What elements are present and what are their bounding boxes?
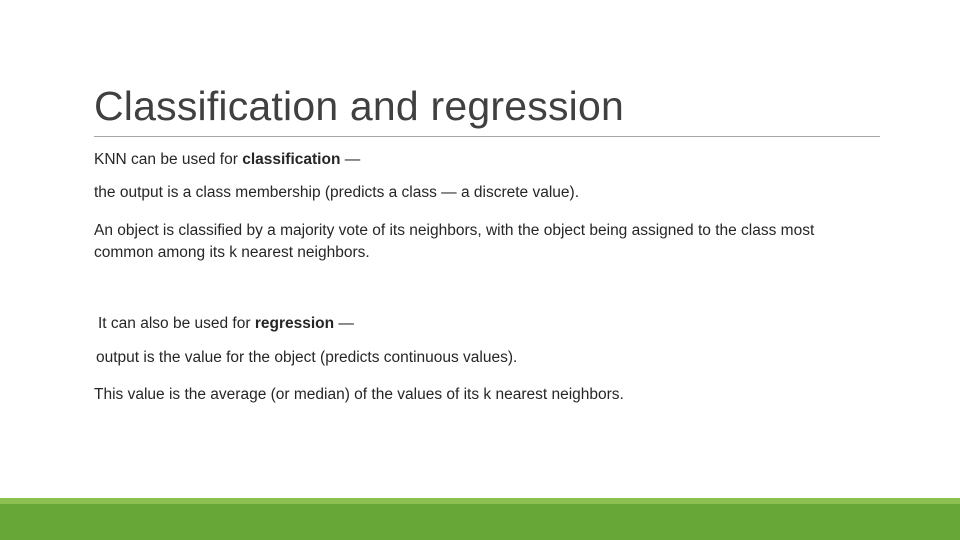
paragraph-knn-classification (94, 149, 360, 171)
paragraph-knn-regression (98, 313, 354, 335)
bold-term-regression: regression (254, 315, 335, 332)
paragraph-text: — (334, 315, 354, 332)
footer-accent-bar (0, 498, 960, 540)
footer-accent-highlight (0, 498, 960, 504)
paragraph-text: KNN can be used for (94, 151, 243, 168)
slide-title: Classification and regression (94, 83, 624, 129)
paragraph-average-value: This value is the average (or median) of the values of its k nearest neighbors. (94, 386, 624, 403)
bold-term-classification: classification (242, 151, 341, 168)
paragraph-regression-output: output is the value for the object (predicts continuous values). (96, 349, 518, 366)
title-divider (94, 136, 880, 137)
paragraph-majority-vote: An object is classified by a majority vote of its neighbors, with the object being assigned to the class most common among its k nearest neighbors. (94, 222, 815, 261)
paragraph-text: — (340, 151, 361, 168)
paragraph-text: It can also be used for (98, 315, 255, 332)
paragraph-classification-output: the output is a class membership (predicts a class — a discrete value). (94, 184, 580, 201)
